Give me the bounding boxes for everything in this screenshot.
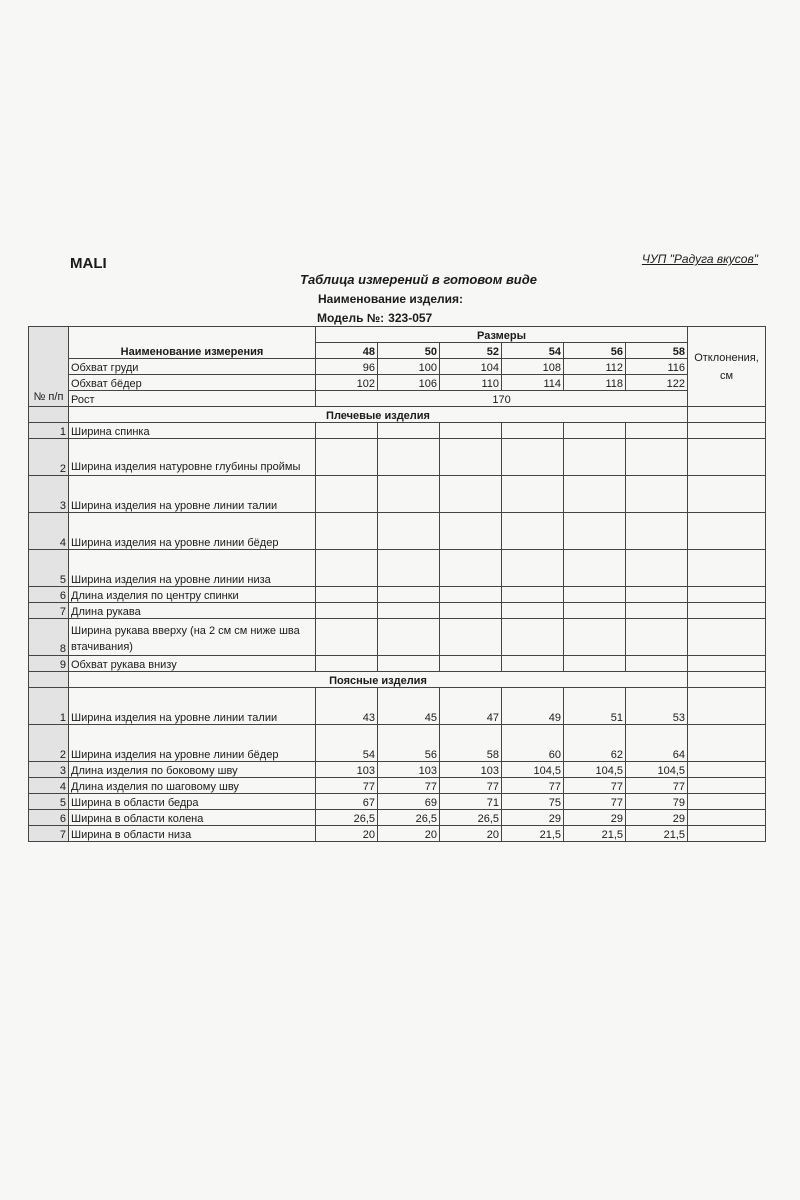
value-cell: 77: [440, 778, 502, 794]
value-cell: [440, 656, 502, 672]
section-title-row: [29, 672, 766, 688]
value-cell: [626, 656, 688, 672]
value-cell: [502, 423, 564, 439]
row-number: 7: [29, 603, 69, 619]
measurement-name: Ширина изделия на уровне линии талии: [69, 476, 316, 513]
row-number: 5: [29, 794, 69, 810]
chest-row: [29, 359, 766, 375]
size-header: 48: [316, 343, 378, 359]
value-cell: 20: [440, 826, 502, 842]
value-cell: 104,5: [502, 762, 564, 778]
row-number: 1: [29, 688, 69, 725]
measurement-name: Ширина изделия на уровне линии низа: [69, 550, 316, 587]
chest-value: 108: [502, 359, 564, 375]
table-row: [29, 550, 766, 587]
table-row: [29, 762, 766, 778]
value-cell: 20: [316, 826, 378, 842]
value-cell: 29: [564, 810, 626, 826]
value-cell: [316, 587, 378, 603]
deviation-cell: [688, 603, 766, 619]
value-cell: 77: [626, 778, 688, 794]
chest-label: Обхват груди: [69, 359, 316, 375]
value-cell: [440, 587, 502, 603]
value-cell: [316, 550, 378, 587]
value-cell: 62: [564, 725, 626, 762]
value-cell: [316, 513, 378, 550]
row-number: 4: [29, 778, 69, 794]
value-cell: [626, 439, 688, 476]
value-cell: [316, 439, 378, 476]
hips-value: 102: [316, 375, 378, 391]
value-cell: [378, 587, 440, 603]
table-row: [29, 603, 766, 619]
value-cell: 53: [626, 688, 688, 725]
value-cell: [626, 550, 688, 587]
company-name: ЧУП "Радуга вкусов": [641, 252, 758, 266]
chest-value: 112: [564, 359, 626, 375]
value-cell: [564, 476, 626, 513]
value-cell: 49: [502, 688, 564, 725]
value-cell: 26,5: [378, 810, 440, 826]
value-cell: [564, 513, 626, 550]
value-cell: [378, 476, 440, 513]
value-cell: 54: [316, 725, 378, 762]
measurement-name: Обхват рукава внизу: [69, 656, 316, 672]
deviation-cell: [688, 476, 766, 513]
value-cell: 71: [440, 794, 502, 810]
deviation-cell: [688, 794, 766, 810]
model-number: 323-057: [388, 311, 433, 325]
value-cell: [626, 619, 688, 656]
value-cell: [564, 603, 626, 619]
value-cell: 103: [440, 762, 502, 778]
value-cell: 51: [564, 688, 626, 725]
table-row: [29, 688, 766, 725]
value-cell: 21,5: [626, 826, 688, 842]
hips-row: [29, 375, 766, 391]
value-cell: 77: [564, 778, 626, 794]
value-cell: 104,5: [564, 762, 626, 778]
value-cell: 79: [626, 794, 688, 810]
table-row: [29, 619, 766, 656]
row-number: 4: [29, 513, 69, 550]
value-cell: [440, 476, 502, 513]
deviation-cell: [688, 725, 766, 762]
measurement-name: Ширина рукава вверху (на 2 см см ниже шва втачивания): [69, 619, 316, 656]
measurement-name: Ширина спинка: [69, 423, 316, 439]
value-cell: [626, 476, 688, 513]
deviation-cell: [688, 513, 766, 550]
value-cell: [316, 423, 378, 439]
size-header: 52: [440, 343, 502, 359]
value-cell: 21,5: [564, 826, 626, 842]
deviation-cell: [688, 762, 766, 778]
hips-value: 114: [502, 375, 564, 391]
row-number: 8: [29, 619, 69, 656]
measurement-name: Ширина в области бедра: [69, 794, 316, 810]
row-number: 6: [29, 810, 69, 826]
measurement-name: Ширина в области колена: [69, 810, 316, 826]
value-cell: [626, 513, 688, 550]
deviation-cell: [688, 826, 766, 842]
deviation-cell: [688, 810, 766, 826]
value-cell: 45: [378, 688, 440, 725]
table-row: [29, 810, 766, 826]
document-title: Таблица измерений в готовом виде: [300, 272, 538, 287]
value-cell: [378, 619, 440, 656]
section-title-row: [29, 407, 766, 423]
value-cell: 60: [502, 725, 564, 762]
deviation-cell: [688, 550, 766, 587]
value-cell: [440, 439, 502, 476]
row-number: 9: [29, 656, 69, 672]
value-cell: [564, 619, 626, 656]
table-row: [29, 513, 766, 550]
deviation-cell: [688, 778, 766, 794]
hips-value: 106: [378, 375, 440, 391]
hips-label: Обхват бёдер: [69, 375, 316, 391]
column-number-header: [29, 327, 69, 407]
deviation-header: Отклонения, см: [688, 327, 766, 407]
value-cell: 77: [502, 778, 564, 794]
value-cell: [378, 513, 440, 550]
sizes-header: Размеры: [316, 327, 688, 343]
height-value: 170: [316, 391, 688, 407]
height-label: Рост: [69, 391, 316, 407]
brand-name: MALI: [70, 255, 107, 272]
product-name-label: Наименование изделия:: [318, 292, 464, 306]
hips-value: 110: [440, 375, 502, 391]
table-row: [29, 725, 766, 762]
shoulder-items-section: [29, 407, 766, 672]
value-cell: [440, 603, 502, 619]
measurement-name: Длина изделия по центру спинки: [69, 587, 316, 603]
value-cell: [316, 656, 378, 672]
deviation-cell: [688, 587, 766, 603]
row-number: 1: [29, 423, 69, 439]
value-cell: 67: [316, 794, 378, 810]
model-line: [313, 311, 432, 325]
value-cell: 47: [440, 688, 502, 725]
value-cell: 103: [378, 762, 440, 778]
row-number: 5: [29, 550, 69, 587]
row-number: [29, 407, 69, 423]
model-label: Модель №:: [317, 311, 385, 325]
size-header: 56: [564, 343, 626, 359]
value-cell: 103: [316, 762, 378, 778]
row-number: 6: [29, 587, 69, 603]
value-cell: [502, 603, 564, 619]
value-cell: [440, 619, 502, 656]
value-cell: [564, 423, 626, 439]
column-number-label: № п/п: [33, 390, 64, 403]
row-number: [29, 672, 69, 688]
table-row: [29, 826, 766, 842]
value-cell: 64: [626, 725, 688, 762]
chest-value: 104: [440, 359, 502, 375]
value-cell: [502, 587, 564, 603]
measurement-name: Ширина изделия на уровне линии бёдер: [69, 513, 316, 550]
value-cell: 77: [564, 794, 626, 810]
deviation-cell: [688, 656, 766, 672]
value-cell: [564, 439, 626, 476]
row-number: 2: [29, 725, 69, 762]
size-header: 50: [378, 343, 440, 359]
value-cell: 77: [378, 778, 440, 794]
value-cell: 77: [316, 778, 378, 794]
deviation-cell: [688, 688, 766, 725]
table-row: [29, 587, 766, 603]
value-cell: [440, 550, 502, 587]
height-row: [29, 391, 766, 407]
value-cell: 56: [378, 725, 440, 762]
measurement-name: Длина изделия по шаговому шву: [69, 778, 316, 794]
table-row: [29, 423, 766, 439]
value-cell: [440, 423, 502, 439]
value-cell: 29: [502, 810, 564, 826]
size-header: 58: [626, 343, 688, 359]
measurement-name: Ширина изделия на уровне линии бёдер: [69, 725, 316, 762]
measurement-name: Ширина изделия на уровне линии талии: [69, 688, 316, 725]
deviation-cell: [688, 619, 766, 656]
value-cell: [378, 656, 440, 672]
chest-value: 100: [378, 359, 440, 375]
table-row: [29, 778, 766, 794]
value-cell: [626, 423, 688, 439]
value-cell: [316, 619, 378, 656]
row-number: 7: [29, 826, 69, 842]
value-cell: [626, 603, 688, 619]
value-cell: 29: [626, 810, 688, 826]
value-cell: 43: [316, 688, 378, 725]
value-cell: [316, 603, 378, 619]
table-row: [29, 794, 766, 810]
hips-value: 122: [626, 375, 688, 391]
value-cell: 104,5: [626, 762, 688, 778]
waist-items-section: [29, 672, 766, 842]
deviation-cell: [688, 423, 766, 439]
chest-value: 116: [626, 359, 688, 375]
deviation-cell: [688, 439, 766, 476]
table-row: [29, 439, 766, 476]
value-cell: 26,5: [440, 810, 502, 826]
column-name-header: Наименование измерения: [69, 327, 316, 359]
deviation-cell: [688, 672, 766, 688]
value-cell: [378, 423, 440, 439]
section-title: Поясные изделия: [69, 672, 688, 688]
table-row: [29, 476, 766, 513]
value-cell: [378, 439, 440, 476]
value-cell: [316, 476, 378, 513]
row-number: 3: [29, 762, 69, 778]
value-cell: [502, 656, 564, 672]
table-row: [29, 656, 766, 672]
measurements-table: [28, 326, 766, 842]
value-cell: [378, 550, 440, 587]
value-cell: [502, 439, 564, 476]
value-cell: [502, 513, 564, 550]
value-cell: 58: [440, 725, 502, 762]
value-cell: [502, 550, 564, 587]
row-number: 3: [29, 476, 69, 513]
value-cell: 21,5: [502, 826, 564, 842]
deviation-cell: [688, 407, 766, 423]
section-title: Плечевые изделия: [69, 407, 688, 423]
row-number: 2: [29, 439, 69, 476]
value-cell: 26,5: [316, 810, 378, 826]
value-cell: [564, 550, 626, 587]
value-cell: [564, 587, 626, 603]
value-cell: [502, 476, 564, 513]
measurement-name: Длина изделия по боковому шву: [69, 762, 316, 778]
value-cell: [626, 587, 688, 603]
measurement-name: Длина рукава: [69, 603, 316, 619]
value-cell: [502, 619, 564, 656]
size-header: 54: [502, 343, 564, 359]
measurement-name: Ширина в области низа: [69, 826, 316, 842]
value-cell: 69: [378, 794, 440, 810]
value-cell: 75: [502, 794, 564, 810]
measurement-name: Ширина изделия натуровне глубины проймы: [69, 439, 316, 476]
value-cell: [378, 603, 440, 619]
value-cell: [440, 513, 502, 550]
chest-value: 96: [316, 359, 378, 375]
value-cell: 20: [378, 826, 440, 842]
hips-value: 118: [564, 375, 626, 391]
value-cell: [564, 656, 626, 672]
